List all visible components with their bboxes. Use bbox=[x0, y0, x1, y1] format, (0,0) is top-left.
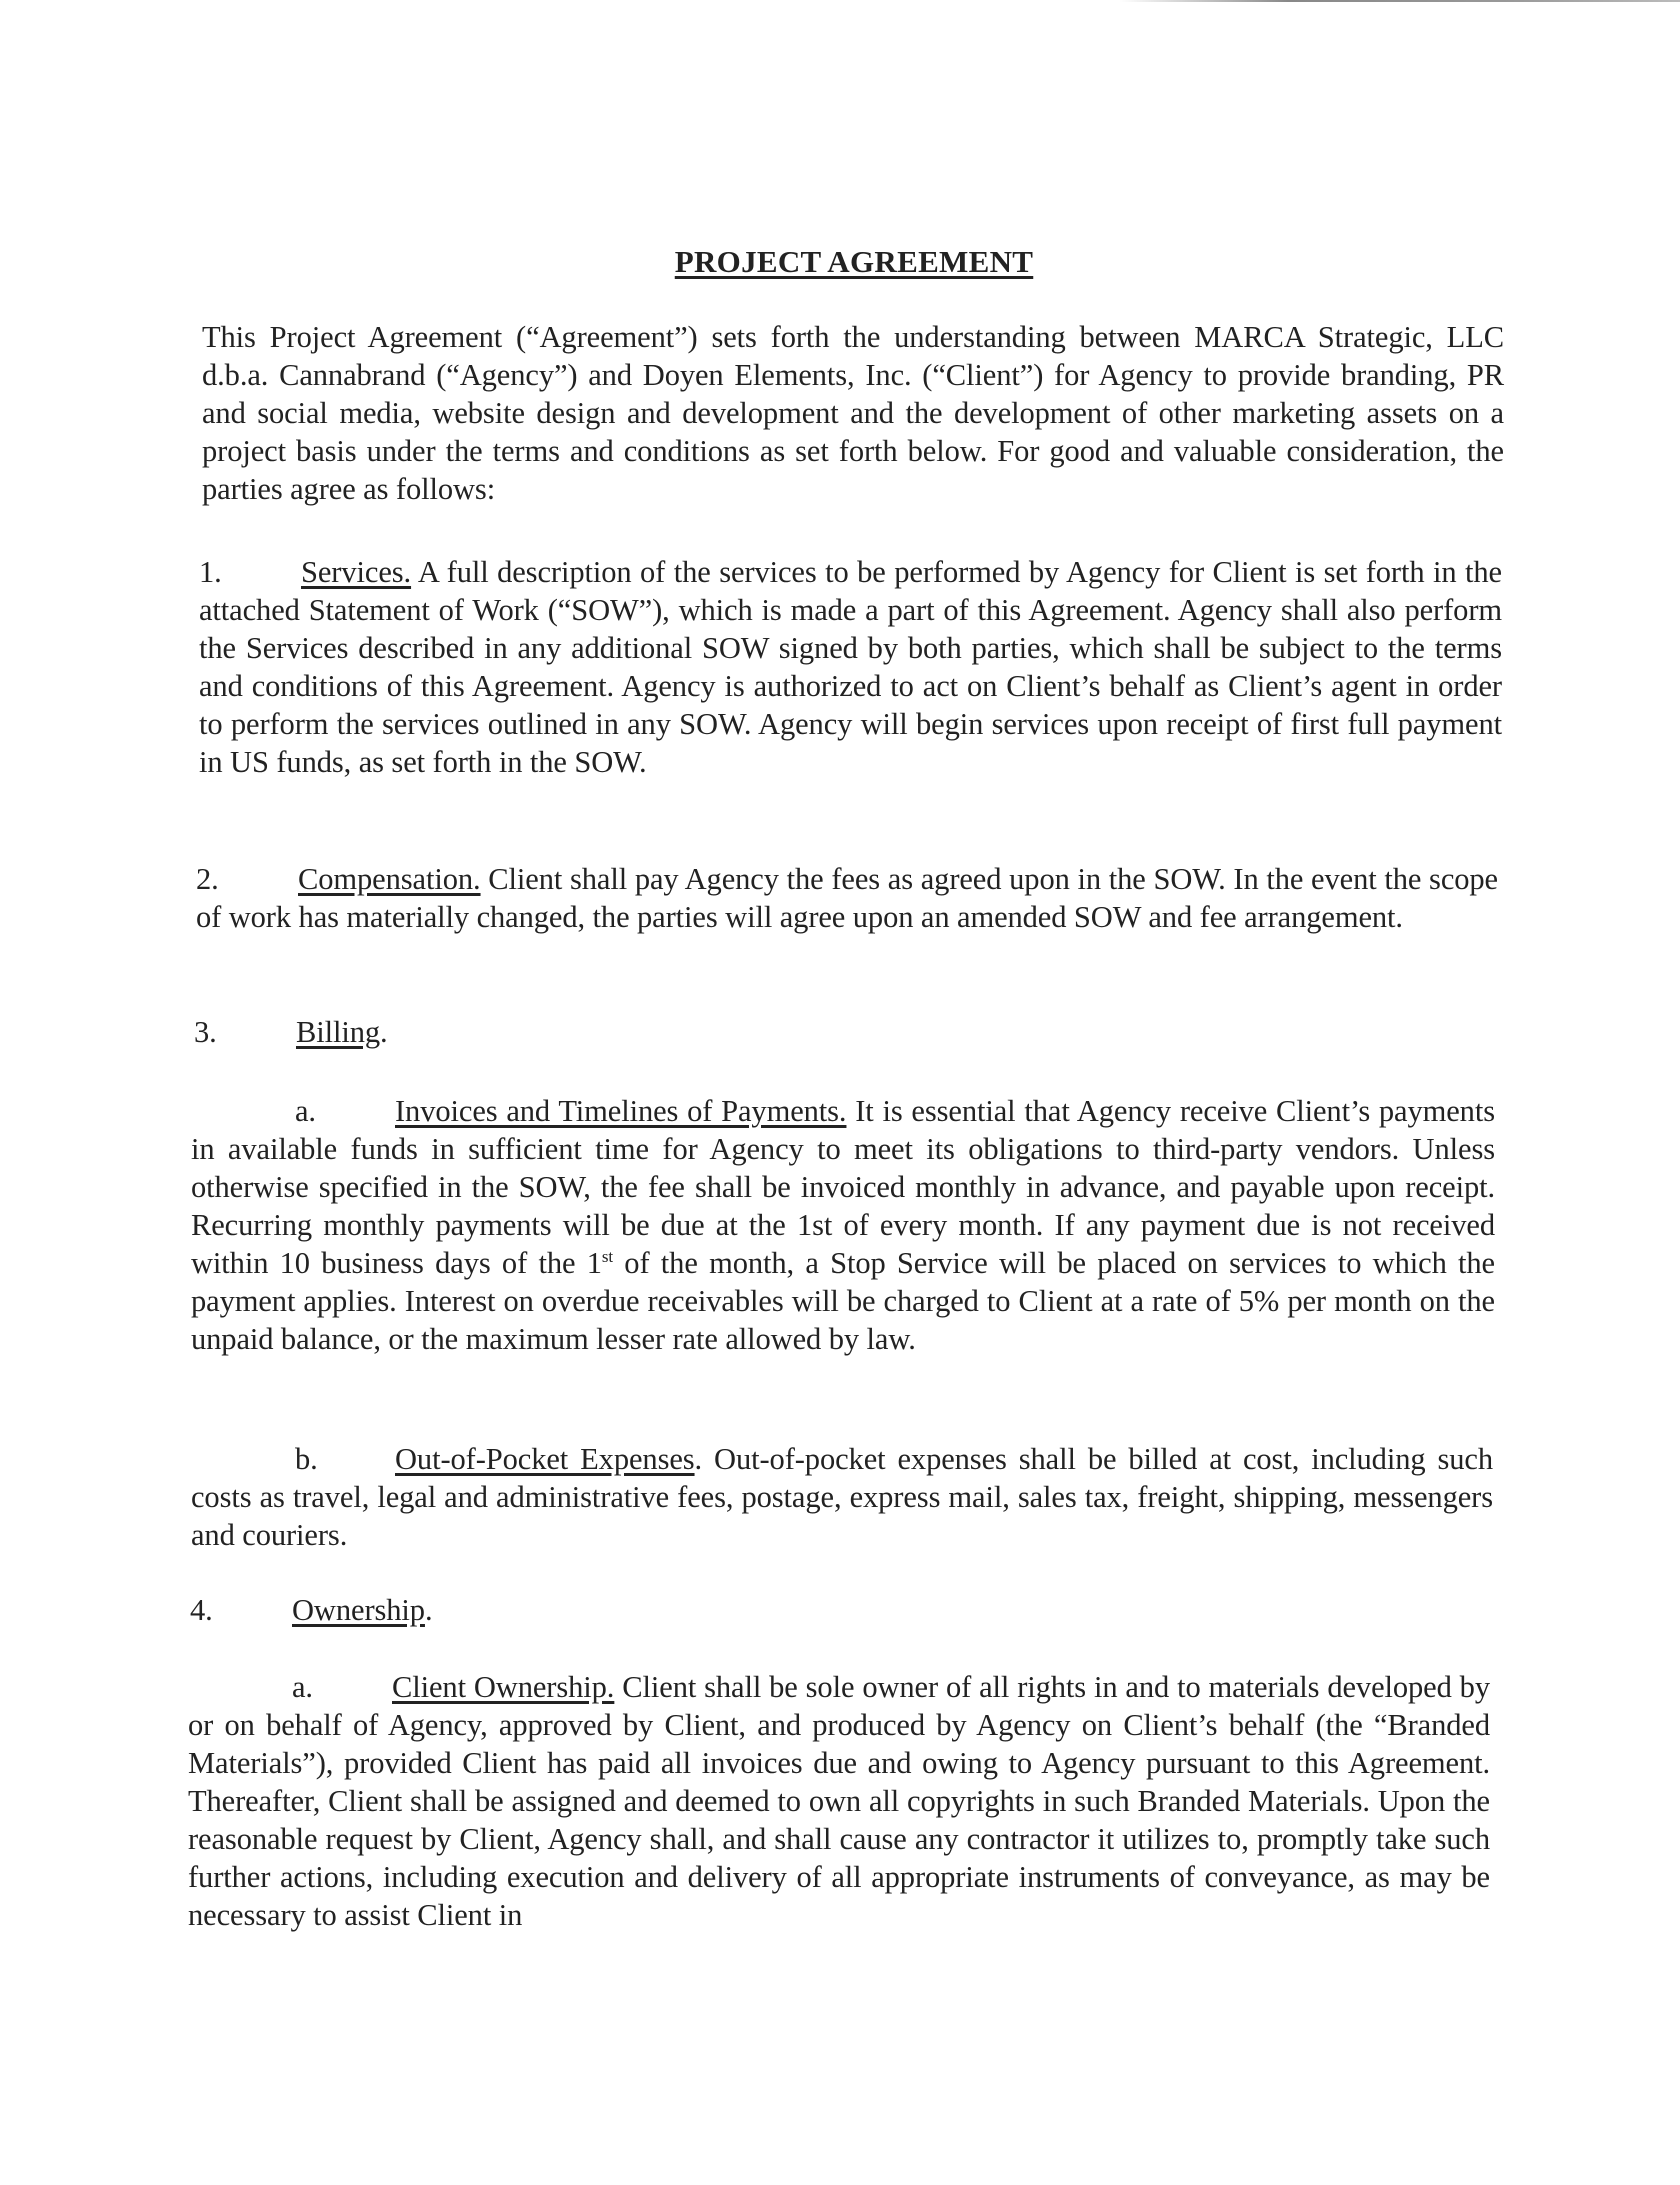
section-number: 1. bbox=[199, 555, 222, 589]
section-number: 3. bbox=[194, 1015, 217, 1049]
section-body: Client shall be sole owner of all rights in and to materials developed by or on behalf of Agency, approved by Client, and produced by Agency on Client’s behalf (the “Branded Materials”), provided Client has paid all invoices due and owing to Agency pursuant to this Agreement. Thereafter, Client shall be assigned and deemed to own all copyrights in such Branded Materials. Upon the reasonable request by Client, Agency shall, and shall cause any contractor it utilizes to, promptly take such further actions, including execution and delivery of all appropriate instruments of conveyance, as may be necessary to assist Client in bbox=[188, 1670, 1490, 1932]
section-number: a. bbox=[292, 1670, 313, 1704]
section-body-continued: of the month, a Stop Service will be placed on services to which the payment applies. Interest on overdue receivables will be charged to Client at a rate of 5% per month on the unpaid balance, or the maximum lesser rate allowed by law. bbox=[191, 1246, 1495, 1356]
section-body: . Out-of-pocket expenses shall be billed at cost, including such costs as travel, legal and administrative fees, postage, express mail, sales tax, freight, shipping, messengers and couriers. bbox=[191, 1442, 1493, 1552]
section-ownership bbox=[190, 1591, 1492, 1629]
section-client-ownership bbox=[188, 1668, 1490, 1934]
superscript: st bbox=[601, 1246, 613, 1266]
section-heading: Services. bbox=[301, 555, 412, 589]
section-heading: Out-of-Pocket Expenses bbox=[395, 1442, 695, 1476]
section-heading: Invoices and Timelines of Payments. bbox=[395, 1094, 847, 1128]
section-heading: Billing bbox=[296, 1015, 381, 1049]
section-heading: Compensation. bbox=[298, 862, 481, 896]
section-body: It is essential that Agency receive Client’s payments in available funds in sufficient time for Agency to meet its obligations to third-party vendors. Unless otherwise specified in the SOW, the fee shall be invoiced monthly in advance, and payable upon receipt. Recurring monthly payments will be due at the 1st of every month. If any payment due is not received within 10 business days of the 1 bbox=[191, 1094, 1495, 1280]
section-billing-invoices bbox=[191, 1092, 1495, 1358]
document-title: PROJECT AGREEMENT bbox=[674, 244, 1034, 279]
section-body: A full description of the services to be performed by Agency for Client is set forth in the attached Statement of Work (“SOW”), which is made a part of this Agreement. Agency shall also perform the Services described in any additional SOW signed by both parties, which shall be subject to the terms and conditions of this Agreement. Agency is authorized to act on Client’s behalf as Client’s agent in order to perform the services outlined in any SOW. Agency will begin services upon receipt of first full payment in US funds, as set forth in the SOW. bbox=[199, 555, 1502, 779]
section-billing-expenses bbox=[191, 1440, 1493, 1554]
scan-edge-line bbox=[1120, 0, 1680, 2]
section-compensation bbox=[196, 860, 1498, 936]
section-heading: Ownership bbox=[292, 1593, 425, 1627]
section-services bbox=[199, 553, 1502, 781]
section-number: a. bbox=[295, 1094, 316, 1128]
section-body: . bbox=[380, 1015, 388, 1049]
section-number: b. bbox=[295, 1442, 318, 1476]
section-number: 2. bbox=[196, 862, 219, 896]
section-body: Client shall pay Agency the fees as agreed upon in the SOW. In the event the scope of work has materially changed, the parties will agree upon an amended SOW and fee arrangement. bbox=[196, 862, 1498, 934]
section-heading: Client Ownership. bbox=[392, 1670, 615, 1704]
section-billing bbox=[194, 1013, 1496, 1051]
section-body: . bbox=[424, 1593, 433, 1627]
section-number: 4. bbox=[190, 1593, 213, 1627]
intro-paragraph: This Project Agreement (“Agreement”) sets forth the understanding between MARCA Strategic, LLC d.b.a. Cannabrand (“Agency”) and Doyen Elements, Inc. (“Client”) for Agency to provide branding, PR and social media, website design and development and the development of other marketing assets on a project basis under the terms and conditions as set forth below. For good and valuable consideration, the parties agree as follows: bbox=[202, 320, 1504, 506]
